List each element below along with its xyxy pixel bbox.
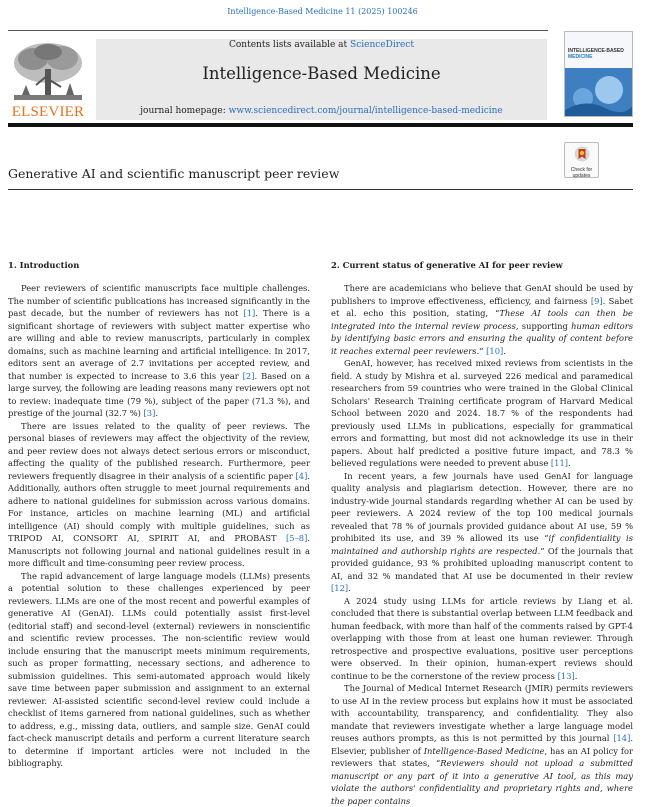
text-span: ” Of the journals that provided guidance, 93 % prohibited uploading manuscript content to AI, and 32 % mandated that AI use be documented in their review	[331, 545, 633, 581]
quote-span: human editors by identifying basic errors and ensuring the quality of content before it reaches external peer reviewers.	[331, 320, 633, 356]
text-span: There are issues related to the quality of peer reviews. The personal biases of reviewers may affect the objectivity of the review, and peer review does not always detect serious errors or misconduct, affecting the quality of the published research. Furthermore, peer reviewers frequently disagree in their analysis of a scientific paper	[8, 420, 310, 481]
sciencedirect-link[interactable]: ScienceDirect	[350, 40, 414, 50]
intro-paragraph-3: The rapid advancement of large language models (LLMs) presents a potential solution to these challenges experienced by peer reviewers. LLMs are one of the most recent and powerful examples of generative AI (GenAI). LLMs could potentially assist first-level (editorial staff) and second-level (external) reviewers in nonscientific and scientific review processes. The non-scientific review would include ensuring that the manuscript meets minimum requirements, such as proper formatting, necessary sections, and adherence to submission guidelines. This semi-automated approach would likely save time between paper submission and assignment to an external reviewer. AI-assisted scientific second-level review could include a checklist of items garnered from national guidelines, such as whether to address, e.g., missing data, outliers, and sample size. GenAI could fact-check manuscript details and perform a current literature search to determine if important articles were not included in the bibliography.	[8, 570, 310, 768]
homepage-prefix: journal homepage:	[140, 106, 229, 116]
journal-title: Intelligence-Based Medicine	[202, 64, 441, 83]
text-span: .	[568, 458, 571, 468]
header-top-rule	[8, 30, 548, 31]
ref-link[interactable]: [14]	[613, 733, 631, 743]
text-span: In recent years, a few journals have used GenAI for language quality analysis and plagiarism detection. However, there are no industry-wide journal standards regarding whether AI can be used by peer reviewers. A 2024 review of the top 100 medical journals revealed that 78 % of journals provided guidance about AI use, 59 % prohibited its use, and 39 % allowed its use “	[331, 470, 633, 543]
publisher-logo-text[interactable]: ELSEVIER	[11, 104, 85, 120]
text-span: .	[503, 345, 506, 356]
text-span: .	[155, 408, 159, 418]
text-span: , has an AI policy for reviewers that states, “	[331, 745, 633, 768]
right-column	[331, 259, 633, 807]
ref-link[interactable]: [2]	[242, 370, 255, 381]
section-heading-introduction: 1. Introduction	[8, 260, 80, 270]
intro-paragraph-2	[8, 420, 310, 570]
status-paragraph-2	[331, 357, 633, 470]
ref-link[interactable]: [4]	[295, 470, 308, 481]
check-for-updates-badge[interactable]	[564, 142, 599, 178]
contents-line	[96, 40, 547, 50]
ref-link[interactable]: [1]	[243, 308, 256, 318]
cover-artwork-icon	[565, 68, 633, 117]
bookmark-check-icon	[574, 146, 590, 163]
check-badge-line1: Check for	[570, 167, 593, 173]
text-span: A 2024 study using LLMs for article reviews by Liang et al. concluded that there is substantial overlap between LLM feedback and human feedback, with more than half of the comments raised by GPT-4 overlapping with those from at least one human reviewer. Through retrospective and prospective evaluations, positive user perceptions were observed. In their opinion, human-expert reviews should continue to be the cornerstone of the review process	[331, 595, 633, 681]
status-paragraph-5	[331, 682, 633, 807]
cover-title-line2: MEDICINE	[568, 54, 593, 60]
section-heading-current-status: 2. Current status of generative AI for peer review	[331, 260, 563, 270]
text-span: Peer reviewers of scientific manuscripts face multiple challenges. The number of scientific publications has increased significantly in the past decade, but the number of reviewers has not	[8, 283, 310, 318]
status-paragraph-3	[331, 470, 633, 595]
text-span: . Elsevier, publisher of	[331, 733, 633, 756]
intro-paragraph-1	[8, 282, 310, 420]
ref-link[interactable]: [5–8]	[286, 533, 308, 543]
cover-title	[568, 48, 631, 60]
text-span: . Based on a large survey, the following are leading reasons many reviewers opt not to review: inadequate time (79 %), subject of the paper (71.3 %), and prestige of the journal (32.7 %)	[8, 370, 310, 418]
text-span: The Journal of Medical Internet Research (JMIR) permits reviewers to use AI in the review process but explains how it must be associated with accountability, transparency, and confidentiality. They also mandate that reviewers investigate whether a large language model reuses authors prompts, as this is not permitted by this journal	[331, 683, 633, 743]
ref-link[interactable]: [9]	[590, 295, 603, 306]
journal-cover-thumbnail[interactable]	[564, 31, 633, 117]
text-span: . Manuscripts not following journal and national guidelines result in a more difficult and time-consuming peer review process.	[8, 533, 310, 568]
journal-citation[interactable]: Intelligence-Based Medicine 11 (2025) 100246	[227, 7, 418, 16]
quote-span: if confidentiality is maintained and authorship rights are respected.	[331, 533, 634, 556]
ref-link[interactable]: [3]	[143, 408, 156, 418]
ref-link[interactable]: [13]	[557, 670, 575, 681]
ref-link[interactable]: [12]	[331, 583, 349, 593]
text-span: . Sabet et al. echo this position, stating, “	[331, 295, 633, 318]
text-span: . Additionally, authors often struggle to meet journal requirements and adhere to national guidelines for submission across various domains. For instance, articles on machine learning (ML) and artificial intelligence (AI) should comply with multiple guidelines, such as TRIPOD AI, CONSORT AI, SPIRIT AI, and PROBAST	[8, 470, 310, 543]
title-rule	[8, 189, 633, 190]
text-span: ”	[479, 345, 487, 356]
text-span: . There is a significant shortage of reviewers with subject matter expertise who are willing and able to review manuscripts, particularly in complex domains, such as machine learning and artificial intelligence. In 2017, editors sent an average of 2.7 invitations per accepted review, and that number is expected to increase to 3.6 this year	[8, 308, 310, 381]
status-paragraph-1	[331, 282, 633, 357]
journal-homepage-line	[96, 106, 547, 116]
text-span: supporting	[518, 320, 572, 331]
journal-homepage-link[interactable]: www.sciencedirect.com/journal/intelligence-based-medicine	[228, 106, 503, 116]
journal-name-italic: Intelligence-Based Medicine	[423, 745, 545, 756]
status-paragraph-4	[331, 595, 633, 683]
ref-link[interactable]: [11]	[550, 458, 569, 468]
text-span: There are academicians who believe that GenAI should be used by publishers to improve effectiveness, efficiency, and fairness	[331, 283, 633, 306]
quote-span: These AI tools can then be integrated into the internal review process,	[331, 308, 633, 331]
left-column	[8, 259, 310, 770]
text-span: .	[348, 583, 351, 593]
check-badge-line2: updates	[572, 173, 591, 179]
header-bottom-rule	[8, 123, 633, 127]
text-span: .	[574, 670, 578, 681]
tree-icon	[8, 39, 88, 107]
contents-prefix: Contents lists available at	[229, 40, 351, 50]
cover-title-line1: INTELLIGENCE-BASED	[568, 48, 624, 54]
quote-span: Reviewers should not upload a submitted manuscript or any part of it into a generative AI tool, as this may violate the authors' confidentiality and proprietary rights and, where the paper contains	[331, 758, 633, 806]
article-title: Generative AI and scientific manuscript peer review	[8, 166, 340, 181]
ref-link[interactable]: [10]	[486, 345, 504, 356]
text-span: GenAI, however, has received mixed reviews from scientists in the field. A study by Mishra et al. surveyed 226 medical and paramedical researchers from 59 countries who were trained in the Global Clinical Scholars' Research Training certificate program of Harvard Medical School between 2020 and 2024. 18.7 % of the respondents had previously used LLMs in publications, especially for grammatical errors and formatting, but most did not acknowledge its use in their papers. About half predicted a positive future impact, and 78.3 % believed regulations were needed to prevent abuse	[331, 358, 633, 468]
